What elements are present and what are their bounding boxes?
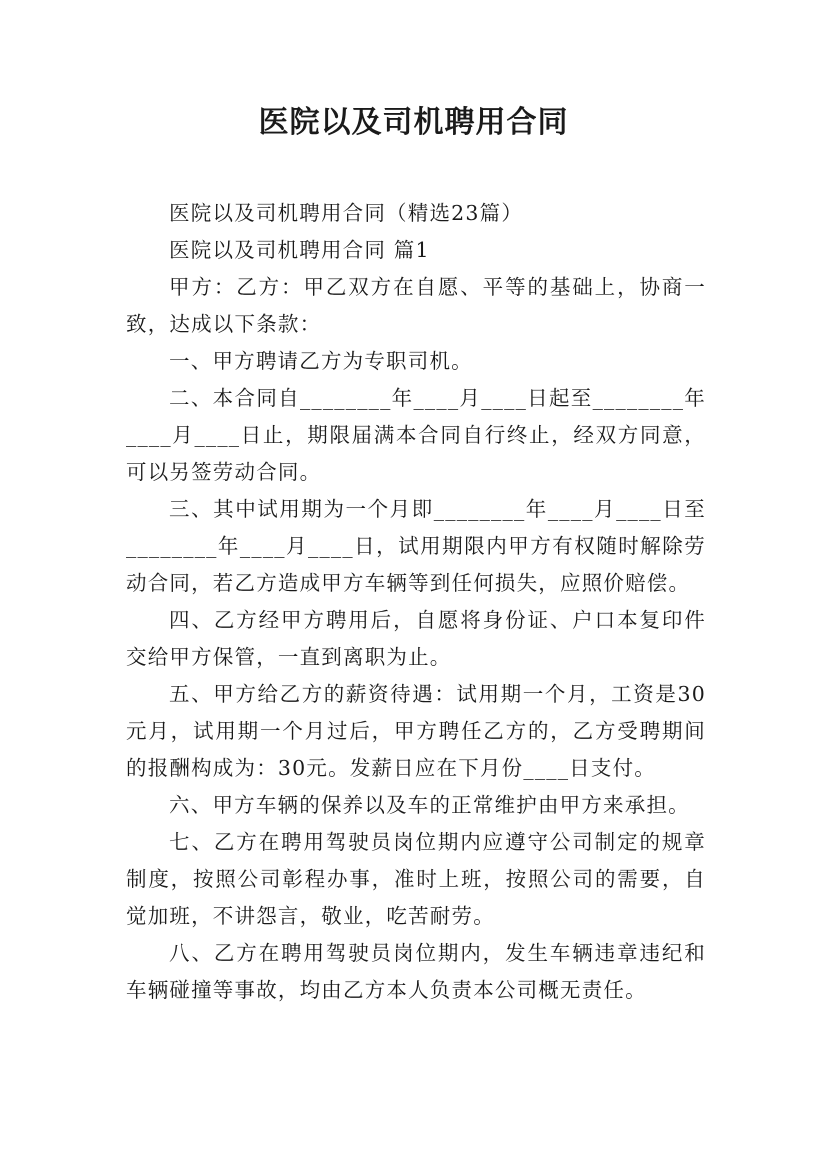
paragraph-clause-8: 八、乙方在聘用驾驶员岗位期内，发生车辆违章违纪和车辆碰撞等事故，均由乙方本人负责本公司概无责任。 [126, 941, 706, 1002]
document-body [126, 195, 706, 1009]
paragraph-clause-1: 一、甲方聘请乙方为专职司机。 [169, 349, 473, 373]
paragraph-clause-7: 七、乙方在聘用驾驶员岗位期内应遵守公司制定的规章制度，按照公司彰程办事，准时上班，按照公司的需要，自觉加班，不讲怨言，敬业，吃苦耐劳。 [126, 830, 706, 928]
paragraph-clause-6: 六、甲方车辆的保养以及车的正常维护由甲方来承担。 [169, 793, 690, 817]
document-title: 医院以及司机聘用合同 [258, 105, 569, 140]
paragraph-section-heading: 医院以及司机聘用合同 篇1 [169, 238, 430, 262]
paragraph-clause-3: 三、其中试用期为一个月即________年____月____日至________年____月____日，试用期限内甲方有权随时解除劳动合同，若乙方造成甲方车辆等到任何损失，应照价赔偿。 [126, 497, 706, 595]
paragraph-clause-2: 二、本合同自________年____月____日起至________年____月____日止，期限届满本合同自行终止，经双方同意，可以另签劳动合同。 [126, 386, 706, 484]
paragraph-subtitle: 医院以及司机聘用合同（精选23篇） [169, 201, 524, 225]
paragraph-clause-5: 五、甲方给乙方的薪资待遇：试用期一个月，工资是30元月，试用期一个月过后，甲方聘任乙方的，乙方受聘期间的报酬构成为：30元。发薪日应在下月份____日支付。 [126, 682, 706, 780]
paragraph-parties: 甲方：乙方：甲乙双方在自愿、平等的基础上，协商一致，达成以下条款： [126, 275, 706, 336]
paragraph-clause-4: 四、乙方经甲方聘用后，自愿将身份证、户口本复印件交给甲方保管，一直到离职为止。 [126, 608, 706, 669]
